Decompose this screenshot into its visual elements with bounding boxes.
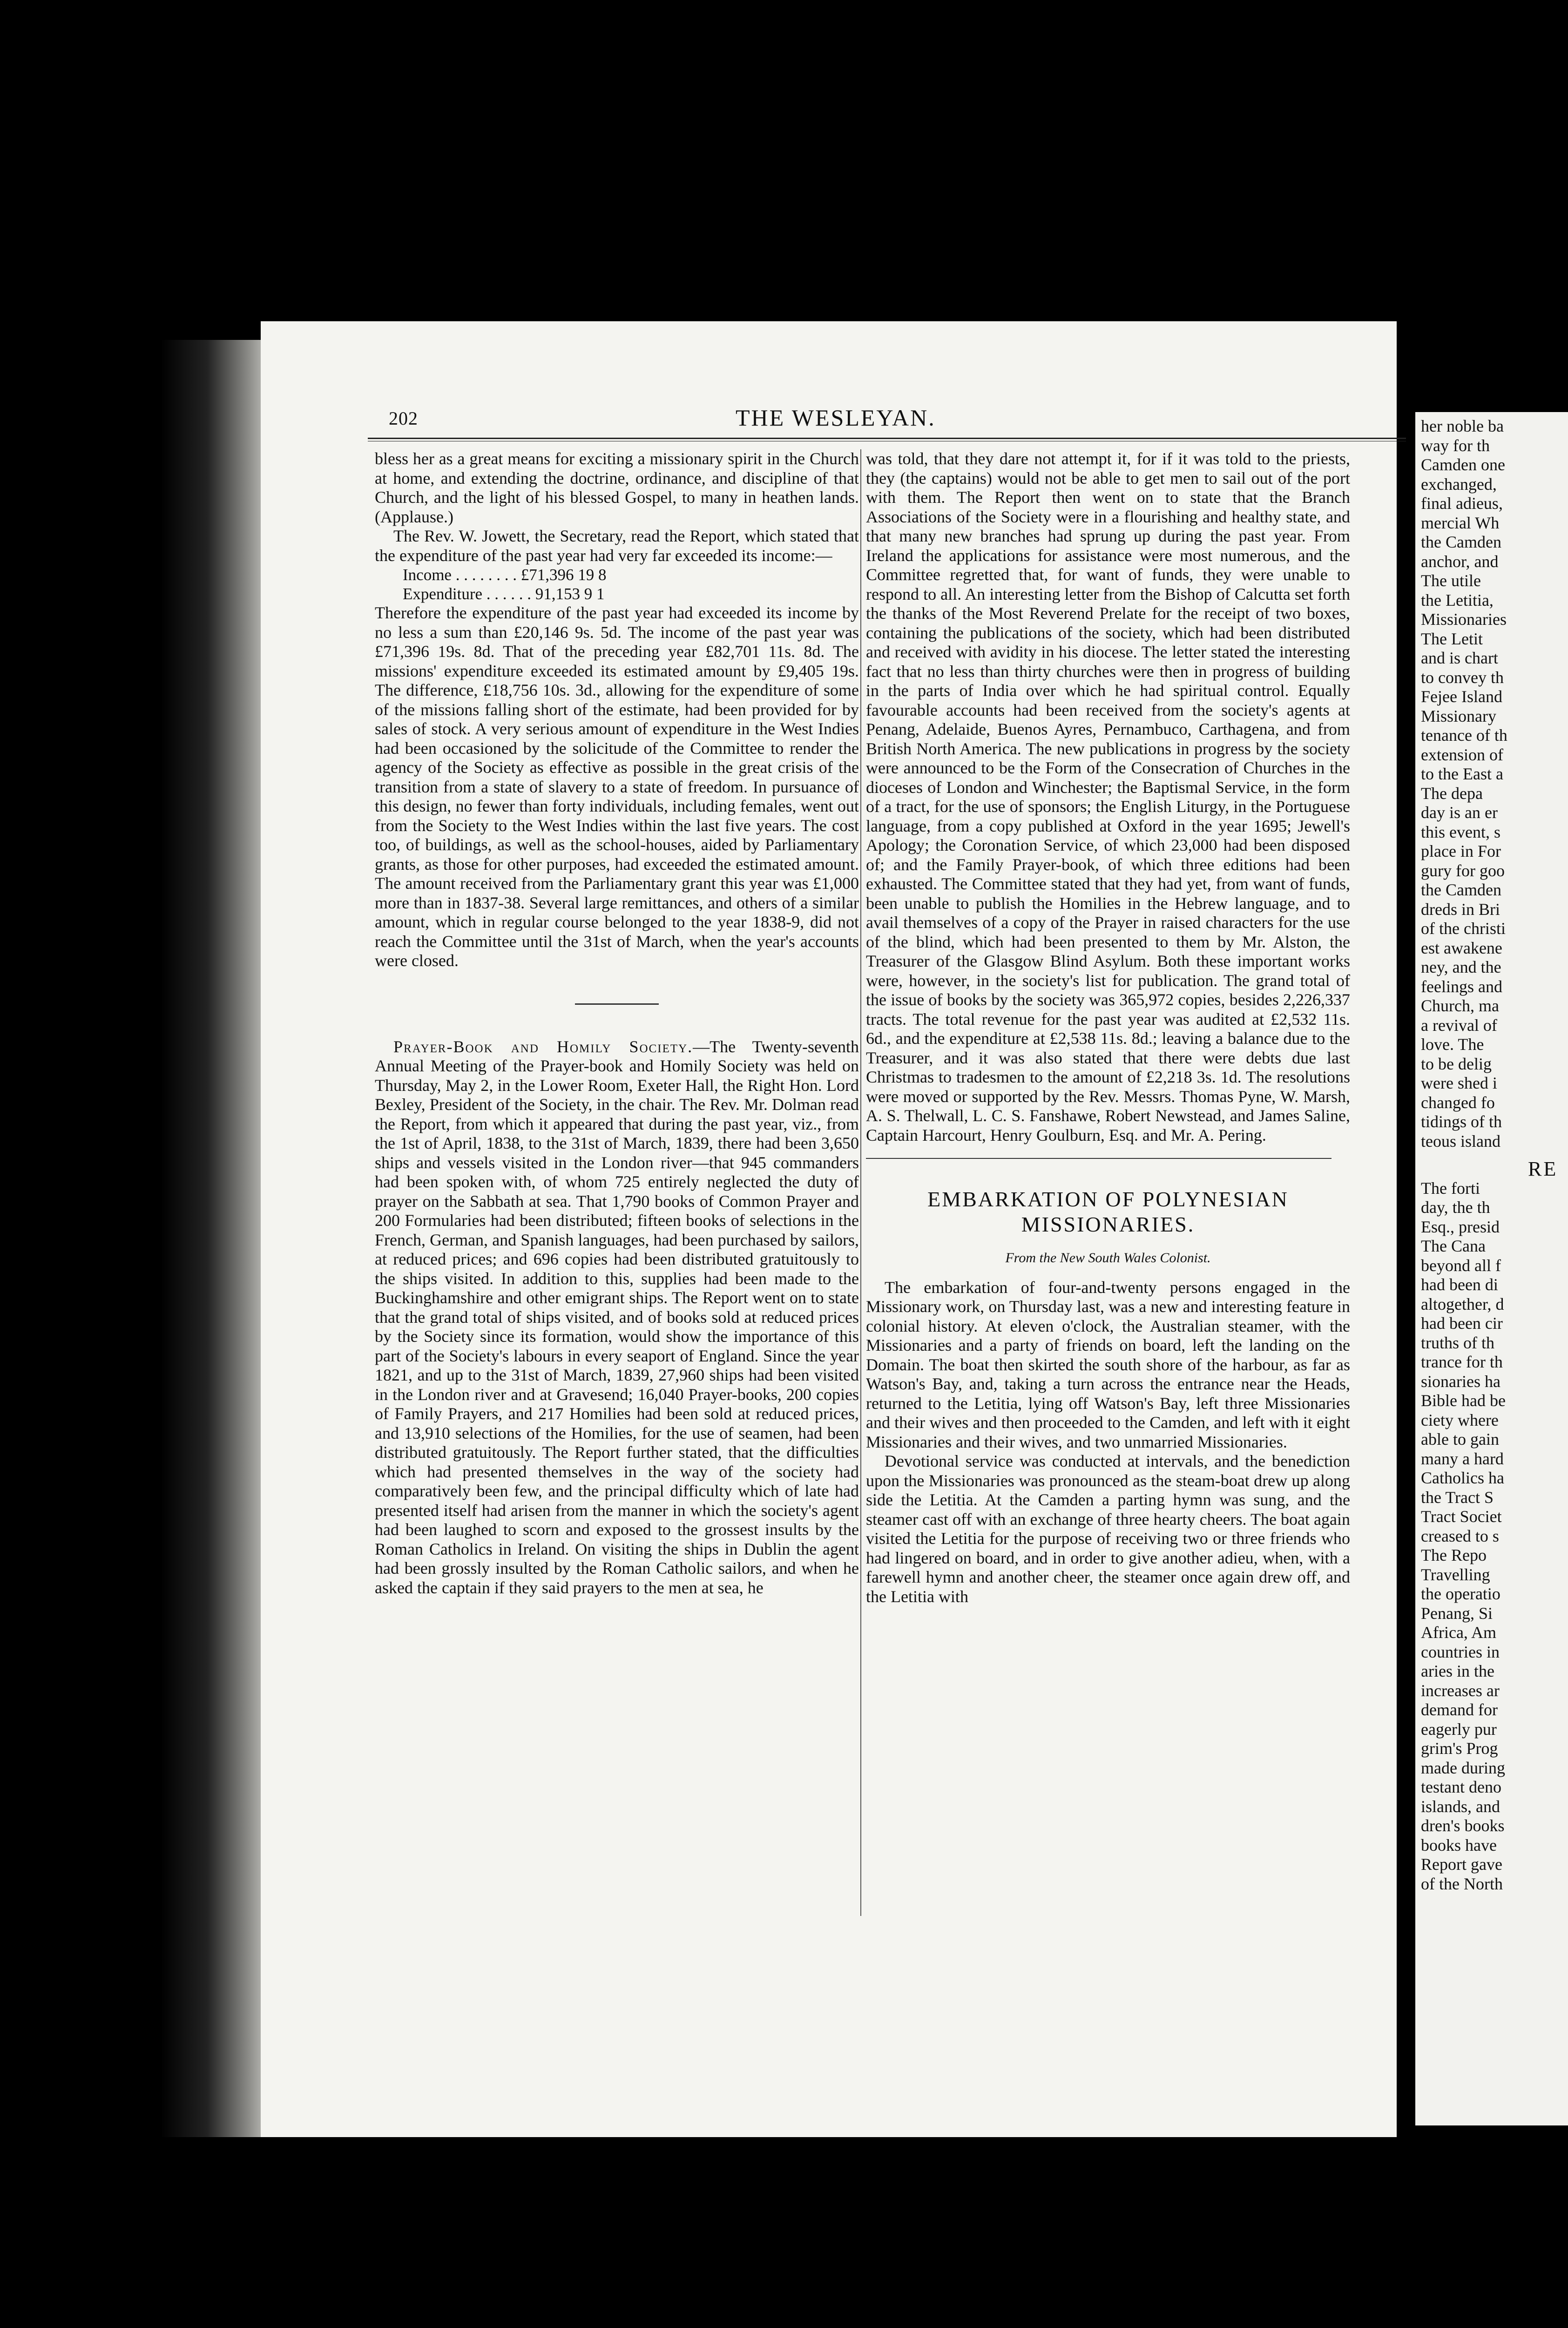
adjacent-page-line: able to gain [1421,1430,1499,1448]
paragraph-report-continued: was told, that they dare not attempt it, for if it was told to the priests, they (the captains) would not be able to get men to sail out of the port with them. The Report then went on to state that the Branch Associations of the Society were in a flourishing and healthy state, and that many new branches had sprung up during the past year. From Ireland the applications for assistance were most numerous, and the Committee regretted that, for want of funds, they were unable to respond to all. An interesting letter from the Bishop of Calcutta set forth the thanks of the Most Reverend Prelate for the receipt of two boxes, containing the publications of the society, which had been distributed and received with avidity in his diocese. The letter stated the interesting fact that no less than thirty churches were then in progress of building in the parts of India over which he had spiritual control. Equally favourable accounts had been received from the society's agents at Penang, Adelaide, Buenos Ayres, Pernambuco, Carthagena, and from British North America. The new publications in progress by the society were announced to be the Form of the Consecration of Churches in the dioceses of London and Winchester; the Baptismal Service, in the form of a tract, for the use of sponsors; the English Liturgy, in the Portuguese language, from a copy published at Oxford in the year 1695; Jewell's Apology; the Coronation Service, of which 23,000 had been disposed of; and the Family Prayer-book, of which three editions had been exhausted. The Committee stated that they had yet, from want of funds, been unable to publish the Homilies in the Hebrew language, and to avail themselves of a copy of the Prayer in raised characters for the use of the blind, which had been presented to them by Mr. Alston, the Treasurer of the Glasgow Blind Asylum. Both these important works were, however, in the society's list for publication. The grand total of the issue of books by the society was 365,972 copies, besides 2,226,337 tracts. The total revenue for the past year was audited at £2,532 11s. 6d., and the expenditure at £2,538 11s. 8d.; leaving a balance due to the Treasurer, and it was also stated that there were debts due last Christmas to tradesmen to the amount of £2,218 3s. 1d. The resolutions were moved or supported by the Rev. Messrs. Thomas Pyne, W. Marsh, A. S. Thelwall, L. C. S. Fanshawe, Robert Newstead, and James Saline, Captain Harcourt, Henry Goulburn, Esq. and Mr. A. Pering. [866,449,1350,1144]
adjacent-page-line: anchor, and [1421,552,1499,571]
article-source: From the New South Wales Colonist. [1005,1250,1211,1266]
running-title: THE WESLEYAN. [736,405,936,431]
income-expenditure-figures [403,565,859,603]
adjacent-page-line: Travelling [1421,1565,1490,1584]
adjacent-page-line: were shed i [1421,1074,1497,1092]
adjacent-page-line: ney, and the [1421,958,1501,976]
adjacent-page-line: tidings of th [1421,1112,1502,1131]
adjacent-page-line: extension of [1421,745,1503,764]
adjacent-page-line: love. The [1421,1035,1484,1054]
adjacent-page-line: tenance of th [1421,726,1507,744]
adjacent-page-line: and is chart [1421,649,1498,667]
adjacent-page-line: had been di [1421,1275,1498,1294]
column-divider [860,449,861,1916]
adjacent-page-line: sionaries ha [1421,1372,1500,1391]
adjacent-page-line: ciety where [1421,1410,1499,1429]
adjacent-page-column [1421,417,1568,1894]
adjacent-page-line: Camden one [1421,455,1505,474]
adjacent-page-line: The Cana [1421,1237,1486,1255]
adjacent-page-line: est awakene [1421,938,1502,957]
article-rule [866,1158,1331,1159]
adjacent-page-line: The Letit [1421,629,1483,648]
article-headline: EMBARKATION OF POLYNESIAN MISSIONARIES. [927,1187,1289,1236]
adjacent-page-line: truths of th [1421,1333,1494,1352]
adjacent-page-line: teous island [1421,1131,1500,1150]
section-separator [575,1003,659,1005]
paragraph-expenditure-details: Therefore the expenditure of the past year had exceeded its income by no less a sum than £20,146 9s. 5d. The income of the past year was £71,396 19s. 8d. That of the preceding year £82,701 11s. 8d. The missions' expenditure exceeded its estimated amount by £9,405 19s. The difference, £18,756 10s. 3d., allowing for the expenditure of some of the missions falling short of the estimate, had been provided for by sales of stock. A very serious amount of expenditure in the West Indies had been occasioned by the solicitude of the Committee to render the agency of the Society as effective as possible in the great crisis of the transition from a state of slavery to a state of freedom. In pursuance of this design, no fewer than forty individuals, including females, went out from the Society to the West Indies within the last five years. The cost too, of buildings, as well as the school-houses, aided by Parliamentary grants, as those for other purposes, had exceeded the estimated amount. The amount received from the Parliamentary grant this year was £1,000 more than in 1837-38. Several large remittances, and others of a similar amount, which in regular course belonged to the year 1838-9, did not reach the Committee until the 31st of March, when the year's accounts were closed. [375,603,859,970]
book-binding-shadow [161,340,277,2137]
adjacent-page-line: exchanged, [1421,474,1497,494]
adjacent-page-line: the Letitia, [1421,590,1494,609]
adjacent-page-line: to the East a [1421,765,1503,783]
paragraph-opening: bless her as a great means for exciting a missionary spirit in the Church at home, and extending the doctrine, ordinance, and discipline of that Church, and the light of his blessed Gospel, to many in heathen lands. (Applause.) [375,449,859,526]
paragraph-secretary-report: The Rev. W. Jowett, the Secretary, read the Report, which stated that the expenditure of the past year had very far exceeded its income:— [375,527,859,565]
adjacent-page-line: eagerly pur [1421,1719,1497,1739]
prayer-book-society-lead: Prayer-Book and Homily Society. [393,1037,693,1056]
adjacent-page-line: final adieus, [1421,494,1503,513]
adjacent-page-line: The forti [1421,1178,1480,1198]
adjacent-page-line: to convey th [1421,668,1504,687]
adjacent-page-line: Fejee Island [1421,687,1502,706]
adjacent-page-line: beyond all f [1421,1256,1501,1275]
adjacent-page-line: islands, and [1421,1797,1500,1816]
adjacent-page-line: had been cir [1421,1314,1503,1333]
adjacent-page-line: Catholics ha [1421,1469,1504,1487]
header-rule [368,438,1406,441]
adjacent-page-line: testant deno [1421,1778,1501,1796]
adjacent-page-line: Penang, Si [1421,1604,1493,1623]
adjacent-page-line: of the christi [1421,919,1506,938]
adjacent-page-line: trance for th [1421,1353,1503,1371]
adjacent-page-line: day is an er [1421,803,1498,822]
adjacent-page-line: the Camden [1421,533,1501,551]
adjacent-page-line: the Camden [1421,880,1501,899]
adjacent-page-line: The depa [1421,784,1483,803]
adjacent-page-line: grim's Prog [1421,1739,1498,1758]
adjacent-page-line: Missionary [1421,706,1496,725]
adjacent-page-line: place in For [1421,842,1501,860]
adjacent-page-line: Tract Societ [1421,1507,1502,1526]
adjacent-page-line: increases ar [1421,1681,1500,1700]
adjacent-page-line: Africa, Am [1421,1623,1496,1642]
adjacent-page-line: dreds in Bri [1421,900,1500,919]
adjacent-page-line: aries in the [1421,1662,1494,1680]
expenditure-line: Expenditure . . . . . . 91,153 9 1 [403,585,605,603]
adjacent-page-line: day, the th [1421,1198,1490,1217]
adjacent-page-section-head: RE [1528,1157,1558,1180]
adjacent-page-line: her noble ba [1421,417,1504,435]
paragraph-prayer-book-society [375,1037,859,1598]
adjacent-page-line: The Repo [1421,1546,1487,1564]
adjacent-page-line: gury for goo [1421,861,1505,880]
adjacent-page-line: a revival of [1421,1015,1497,1035]
adjacent-page-line: feelings and [1421,977,1502,996]
adjacent-page-line: books have [1421,1835,1497,1854]
adjacent-page-fragment [1415,412,1568,2125]
adjacent-page-line: changed fo [1421,1093,1495,1112]
paragraph-embarkation: The embarkation of four-and-twenty persons engaged in the Missionary work, on Thursday last, was a new and interesting feature in colonial history. At eleven o'clock, the Australian steamer, with the Missionaries and a party of friends on board, left the landing on the Domain. The boat then skirted the south shore of the harbour, as far as Watson's Bay, and, taking a turn across the entrance near the Heads, returned to the Letitia, lying off Watson's Bay, left three Missionaries and their wives and then proceeded to the Camden, and left with it eight Missionaries and their wives, and two unmarried Missionaries. [866,1278,1350,1451]
right-column [866,449,1350,2032]
adjacent-page-line: dren's books [1421,1816,1505,1835]
adjacent-page-line: demand for [1421,1700,1498,1719]
adjacent-page-line: mercial Wh [1421,513,1500,532]
adjacent-page-line: way for th [1421,436,1490,455]
adjacent-page-line: countries in [1421,1642,1500,1661]
adjacent-page-line: Report gave [1421,1855,1502,1874]
adjacent-page-line: many a hard [1421,1449,1504,1468]
adjacent-page-line: of the North [1421,1874,1503,1893]
adjacent-page-line: the Tract S [1421,1488,1494,1507]
paragraph-devotional-service: Devotional service was conducted at intervals, and the benediction upon the Missionaries was pronounced as the steam-boat drew up along side the Letitia. At the Camden a parting hymn was sung, and the steamer cast off with an exchange of three hearty cheers. The boat again visited the Letitia for the purpose of receiving two or three friends who had lingered on board, and in order to give another adieu, when, with a farewell hymn and another cheer, the steamer once again drew off, and the Letitia with [866,1452,1350,1606]
adjacent-page-line: made during [1421,1758,1505,1777]
adjacent-page-line: to be delig [1421,1054,1492,1073]
adjacent-page-line: this event, s [1421,822,1500,841]
adjacent-page-line: the operatio [1421,1584,1500,1603]
prayer-book-society-text: —The Twenty-seventh Annual Meeting of the Prayer-book and Homily Society was held on Thursday, May 2, in the Lower Room, Exeter Hall, the Right Hon. Lord Bexley, President of the Society, in the chair. The Rev. Mr. Dolman read the Report, from which it appeared that during the past year, viz., from the 1st of April, 1838, to the 31st of March, 1839, there had been 3,650 ships and vessels visited in the London river—that 945 commanders had been spoken with, of whom 725 entirely neglected the duty of prayer on the Sabbath at sea. That 1,790 books of Common Prayer and 200 Formularies had been distributed; fifteen books of selections in the French, German, and Spanish languages, had been purchased by sailors, at reduced prices; and 696 copies had been distributed gratuitously to the ships visited. In addition to this, supplies had been made to the Buckinghamshire and other emigrant ships. The Report went on to state that the grand total of ships visited, and of books sold at reduced prices by the Society since its formation, would show the importance of this part of the Society's labours in every seaport of England. Since the year 1821, and up to the 31st of March, 1839, 27,960 ships had been visited in the London river and at Gravesend; 16,040 Prayer-books, 200 copies of Family Prayers, and 217 Homilies had been sold at reduced prices, and 13,910 selections of the Homilies, for the use of seamen, had been distributed gratuitously. The Report further stated, that the difficulties which had presented themselves in the way of the society had comparatively been few, and the principal difficulty which of late had presented itself had arisen from the manner in which the society's agent had been laughed to scorn and exposed to the grossest insults by the Roman Catholics in Ireland. On visiting the ships in Dublin the agent had been grossly insulted by the Roman Catholic sailors, and when he asked the captain if they said prayers to the men at sea, he [375,1037,859,1597]
adjacent-page-line: Bible had be [1421,1391,1506,1410]
page-number: 202 [389,408,418,429]
adjacent-page-line: Church, ma [1421,996,1499,1015]
adjacent-page-line: Esq., presid [1421,1217,1500,1236]
adjacent-page-line: altogether, d [1421,1294,1504,1313]
income-line: Income . . . . . . . . £71,396 19 8 [403,566,607,584]
adjacent-page-line: Missionaries [1421,610,1507,629]
left-column [375,449,859,2032]
adjacent-page-line: creased to s [1421,1526,1499,1545]
adjacent-page-line: The utile [1421,571,1481,590]
